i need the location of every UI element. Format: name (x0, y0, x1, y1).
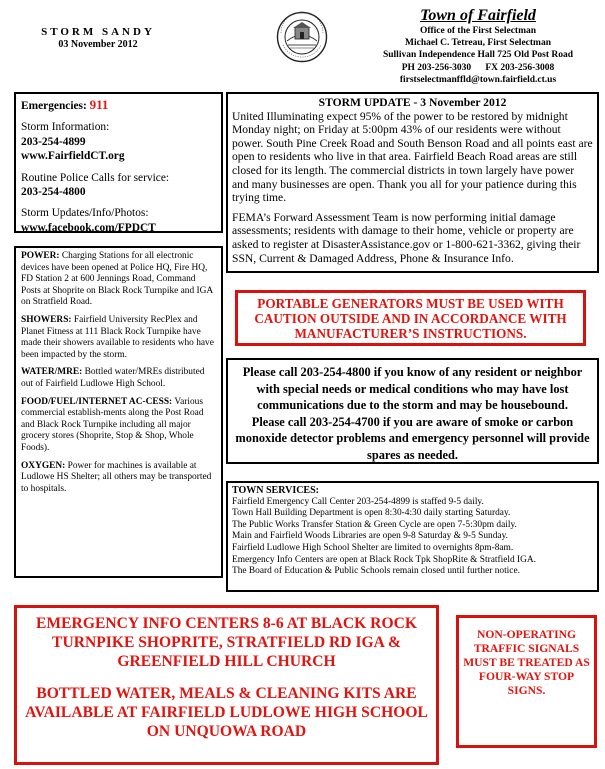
storm-date: 03 November 2012 (58, 39, 138, 50)
town-service-line: Fairfield Ludlowe High School Shelter are limited to overnights 8pm-8am. (232, 542, 514, 553)
storm-title-block (0, 26, 196, 50)
town-service-line: The Board of Education & Public Schools remain closed until further notice. (232, 566, 520, 577)
updates-web[interactable]: www.facebook.com/FPDCT (21, 221, 156, 234)
notice-text: Various commercial establish-ments along the Post Road and Black Rock Turnpike including all major grocery stores (Shoprite, Stop & Shop, Whole Foods). (21, 396, 204, 453)
emergency-centers-para2: BOTTLED WATER, MEALS & CLEANING KITS ARE AVAILABLE AT FAIRFIELD LUDLOWE HIGH SCHOOL ON UNQUOWA ROAD (25, 684, 428, 741)
notice-text: Charging Stations for all electronic devices have been opened at Police HQ, Fire HQ, FD Station 2 at 600 Jennings Road, Command Posts at Shoprite on Black Rock Turnpike and IGA on Stratfield Road. (21, 251, 213, 308)
hall-address: Sullivan Independence Hall 725 Old Post Road (382, 50, 574, 61)
notice-oxygen (21, 461, 216, 496)
town-service-line: Main and Fairfield Woods Libraries are open 9-8 Saturday & 9-5 Sunday. (232, 531, 509, 542)
office-email[interactable]: firstselectmanffld@town.fairfield.ct.us (399, 74, 557, 85)
storm-info-label: Storm Information: (21, 121, 110, 134)
storm-update-heading: STORM UPDATE - 3 November 2012 (318, 96, 507, 109)
notice-key: POWER: (21, 251, 60, 261)
notice-key: WATER/MRE: (21, 367, 83, 378)
office-header (358, 6, 598, 86)
town-services-heading: TOWN SERVICES: (232, 485, 319, 496)
emergencies-label: Emergencies: (21, 100, 90, 112)
notice-text: Power for machines is available at Ludlowe HS Shelter; all others may be transported to hospitals. (21, 460, 212, 494)
traffic-signal-notice: NON-OPERATING TRAFFIC SIGNALS MUST BE TREATED AS FOUR-WAY STOP SIGNS. (456, 615, 597, 748)
notice-water (21, 367, 216, 390)
updates-label: Storm Updates/Info/Photos: (21, 207, 149, 220)
selectman-line: Michael C. Tetreau, First Selectman (405, 38, 551, 49)
town-service-line: Town Hall Building Department is open 8:30-4:30 daily starting Saturday. (232, 508, 511, 519)
notice-food (21, 397, 216, 455)
phone-fax: PH 203-256-3030 FX 203-256-3008 (401, 62, 555, 73)
generator-warning: PORTABLE GENERATORS MUST BE USED WITH CAUTION OUTSIDE AND IN ACCORDANCE WITH MANUFACTURER’S INSTRUCTIONS. (235, 290, 586, 346)
emergencies-line (21, 98, 216, 113)
services-notices-box (14, 246, 223, 578)
special-needs-notice: Please call 203-254-4800 if you know of any resident or neighbor with special needs or medical conditions who may have lost communications due to the storm and may be housebound. Please call 203-254-4700 if you are aware of smoke or carbon monoxide detector problems and emergency personnel will provide spares as needed. (226, 358, 599, 464)
storm-title: STORM SANDY (41, 26, 155, 38)
notice-text: Fairfield University RecPlex and Planet Fitness at 111 Black Rock Turnpike have made their showers available to residents who have been impacted by the storm. (21, 314, 214, 360)
town-service-line: The Public Works Transfer Station & Green Cycle are open 7-5:30pm daily. (232, 519, 517, 530)
storm-info-web[interactable]: www.FairfieldCT.org (21, 150, 125, 163)
notice-key: SHOWERS: (21, 314, 72, 325)
town-service-line: Fairfield Emergency Call Center 203-254-4899 is staffed 9-5 daily. (232, 496, 484, 507)
emergency-centers-box (14, 605, 439, 765)
police-phone[interactable]: 203-254-4800 (21, 186, 86, 199)
storm-update-box (226, 92, 599, 273)
storm-update-para1: United Illuminating expect 95% of the power to be restored by midnight Monday night; on Friday at 5:00pm 43% of our residents were without power. South Pine Creek Road and South Benson Road and all points east are open to residents who live in that area. Fairfield Beach Road areas are still closed for its length. The commercial districts in town largely have power and many businesses are open. Thank you all for your patience during this trying time. (232, 109, 593, 205)
notice-text: Bottled water/MREs distributed out of Fairfield Ludlowe High School. (21, 367, 205, 389)
emergencies-number[interactable]: 911 (89, 97, 109, 112)
storm-info-phone[interactable]: 203-254-4899 (21, 135, 86, 148)
notice-key: FOOD/FUEL/INTERNET AC-CESS: (21, 396, 173, 407)
notice-key: OXYGEN: (21, 460, 66, 471)
town-name: Town of Fairfield (420, 7, 536, 24)
notice-power (21, 251, 216, 309)
town-services-box (226, 481, 599, 592)
town-service-line: Emergency Info Centers are open at Black Rock Tpk ShopRite & Stratfield IGA. (232, 554, 537, 565)
storm-update-para2: FEMA’s Forward Assessment Team is now performing initial damage assessments; residents with damage to their home, vehicle or property are asked to register at DisasterAssistance.gov or 1-800-621-3362, giving their SSN, Current & Damaged Address, Phone & Insurance Info. (232, 210, 581, 265)
contact-info-box (14, 92, 223, 233)
office-line: Office of the First Selectman (419, 26, 537, 36)
notice-showers (21, 315, 216, 361)
town-seal-icon (276, 11, 328, 63)
emergency-centers-para1: EMERGENCY INFO CENTERS 8-6 AT BLACK ROCK TURNPIKE SHOPRITE, STRATFIELD RD IGA & GREENFIELD HILL CHURCH (36, 615, 417, 671)
police-label: Routine Police Calls for service: (21, 171, 170, 184)
